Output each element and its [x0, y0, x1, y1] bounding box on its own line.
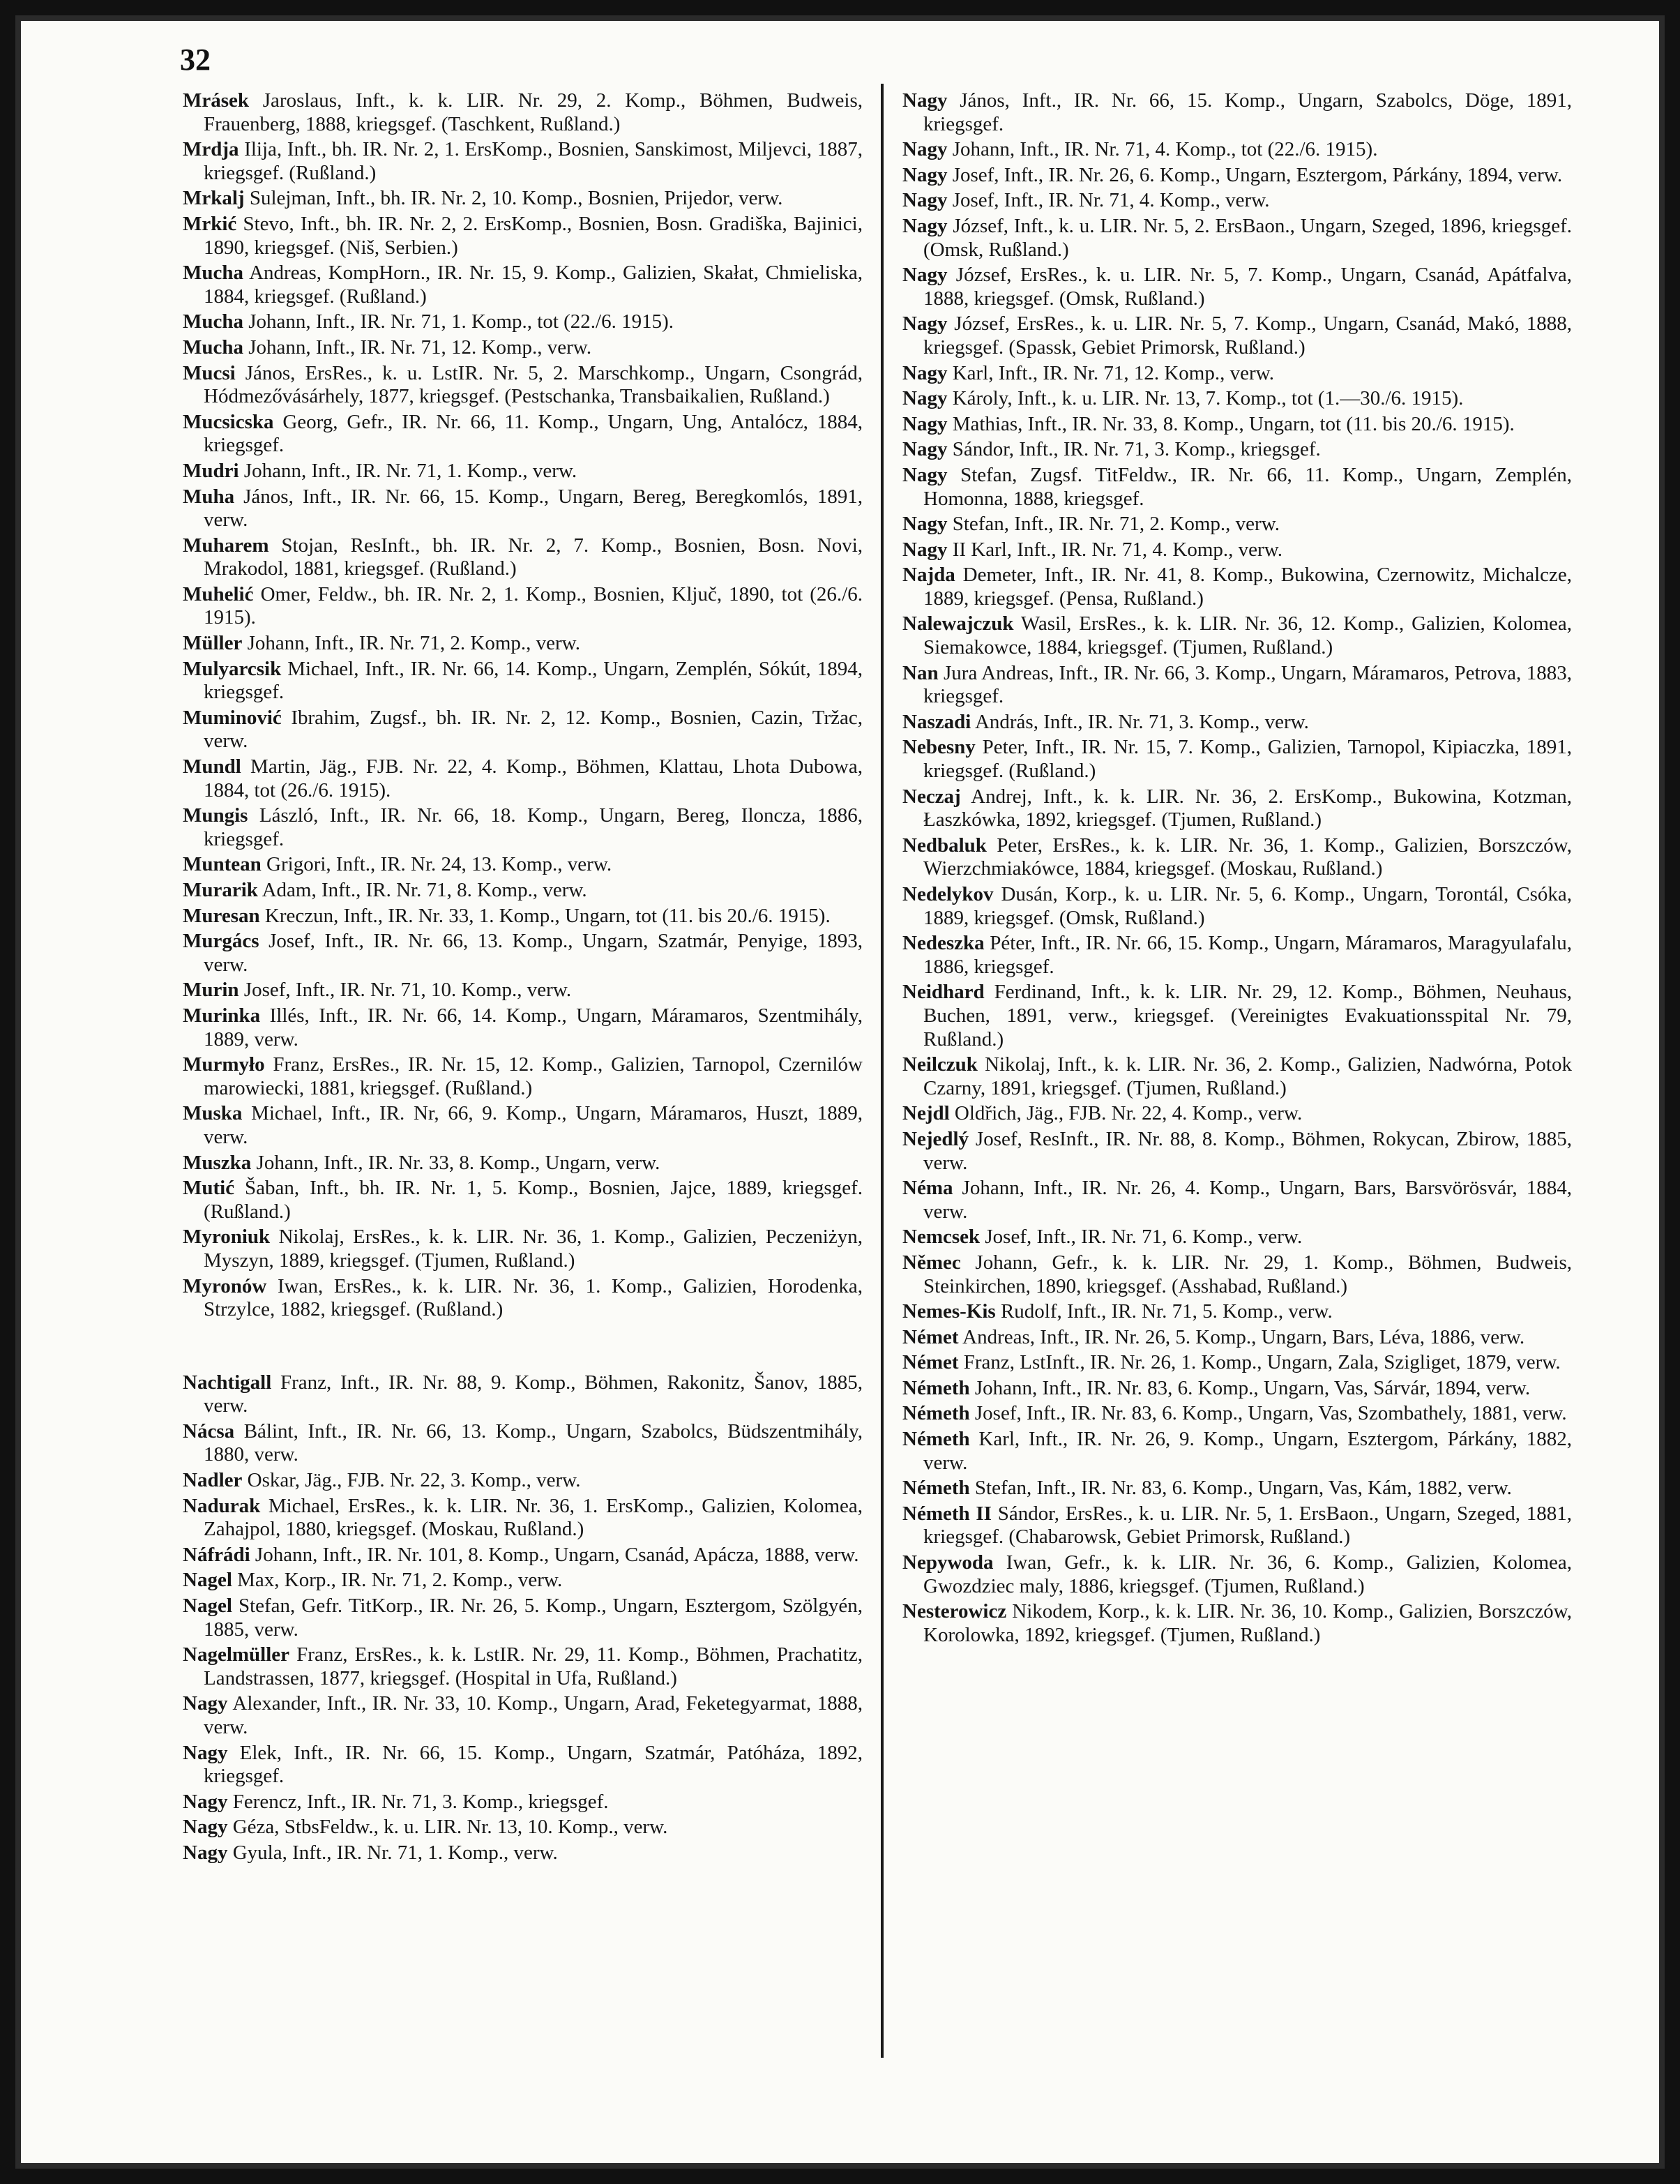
entry-surname: Nagy: [902, 163, 948, 186]
entry-surname: Muminović: [183, 706, 282, 729]
page-number: 32: [180, 43, 211, 77]
entry-surname: Mudri: [183, 459, 239, 482]
entry-surname: Nadurak: [183, 1494, 261, 1517]
entry-details: Stevo, Inft., bh. IR. Nr. 2, 2. ErsKomp., Bosnien, Bosn. Gradiška, Bajinici, 1890, kriegsgef. (Niš, Serbien.): [204, 212, 863, 259]
list-entry: [902, 539, 1572, 562]
entry-details: Nikolaj, Inft., k. k. LIR. Nr. 36, 2. Komp., Galizien, Nadwórna, Potok Czarny, 1891, kriegsgef. (Tjumen, Rußland.): [923, 1053, 1572, 1099]
entry-details: Michael, ErsRes., k. k. LIR. Nr. 36, 1. ErsKomp., Galizien, Kolomea, Zahajpol, 1880, kriegsgef. (Moskau, Rußland.): [204, 1494, 863, 1541]
entry-surname: Nagy: [183, 1741, 228, 1764]
entry-details: Franz, ErsRes., IR. Nr. 15, 12. Komp., Galizien, Tarnopol, Czernilów marowiecki, 1881, kriegsgef. (Rußland.): [204, 1053, 863, 1099]
entry-surname: Murin: [183, 979, 239, 1002]
entry-surname: Németh: [902, 1402, 970, 1425]
entry-details: Peter, ErsRes., k. k. LIR. Nr. 36, 1. Komp., Galizien, Borszczów, Wierzchmiakówce, 1884, kriegsgef. (Moskau, Rußland.): [923, 834, 1572, 880]
list-entry: [902, 1351, 1572, 1375]
entry-details: Dusán, Korp., k. u. LIR. Nr. 5, 6. Komp., Ungarn, Torontál, Csóka, 1889, kriegsgef. (Omsk, Rußland.): [923, 883, 1572, 929]
list-entry: [183, 1177, 863, 1223]
entry-surname: Németh II: [902, 1502, 992, 1525]
entry-details: Andreas, Inft., IR. Nr. 26, 5. Komp., Ungarn, Bars, Léva, 1886, verw.: [958, 1325, 1525, 1348]
entry-surname: Najda: [902, 564, 955, 587]
entry-surname: Nagel: [183, 1569, 232, 1592]
entry-surname: Nadler: [183, 1469, 243, 1492]
entry-details: Andreas, KompHorn., IR. Nr. 15, 9. Komp., Galizien, Skałat, Chmieliska, 1884, kriegsgef. (Rußland.): [204, 262, 863, 308]
list-entry: [183, 1495, 863, 1542]
entry-surname: Naszadi: [902, 710, 971, 733]
entry-surname: Nachtigall: [183, 1371, 272, 1394]
list-entry: [902, 711, 1572, 735]
list-entry: [902, 1600, 1572, 1647]
entry-surname: Muntean: [183, 853, 262, 876]
entry-surname: Nan: [902, 661, 939, 684]
list-entry: [183, 1842, 863, 1865]
entry-surname: Muha: [183, 485, 235, 508]
entry-details: Oldřich, Jäg., FJB. Nr. 22, 4. Komp., verw.: [949, 1102, 1303, 1125]
list-entry: [902, 264, 1572, 310]
list-entry: [183, 1152, 863, 1175]
entry-surname: Nepywoda: [902, 1551, 994, 1574]
entry-surname: Nebesny: [902, 736, 976, 759]
entry-surname: Nagel: [183, 1595, 232, 1618]
list-entry: [183, 1420, 863, 1467]
entry-details: Karl, Inft., IR. Nr. 71, 12. Komp., verw.: [947, 361, 1274, 384]
entry-details: János, ErsRes., k. u. LstIR. Nr. 5, 2. Marschkomp., Ungarn, Csongrád, Hódmezővásárhely, 1877, kriegsgef. (Pestschanka, Transbaikalien, Rußland.): [204, 361, 863, 408]
list-entry: [183, 1053, 863, 1100]
entry-details: II Karl, Inft., IR. Nr. 71, 4. Komp., verw.: [947, 538, 1283, 561]
entry-details: Johann, Inft., IR. Nr. 33, 8. Komp., Ungarn, verw.: [251, 1151, 660, 1174]
list-entry: [902, 736, 1572, 783]
entry-surname: Nagy: [183, 1692, 228, 1715]
entry-details: Stojan, ResInft., bh. IR. Nr. 2, 7. Komp., Bosnien, Bosn. Novi, Mrakodol, 1881, kriegsgef. (Rußland.): [204, 534, 863, 580]
entry-details: Johann, Inft., IR. Nr. 71, 1. Komp., verw.: [239, 459, 577, 482]
entry-surname: Néma: [902, 1177, 953, 1200]
entry-details: László, Inft., IR. Nr. 66, 18. Komp., Ungarn, Bereg, Iloncza, 1886, kriegsgef.: [204, 804, 863, 850]
entry-details: Karl, Inft., IR. Nr. 26, 9. Komp., Ungarn, Esztergom, Párkány, 1882, verw.: [923, 1428, 1572, 1474]
list-entry: [902, 164, 1572, 188]
entry-surname: Murmyło: [183, 1053, 265, 1076]
list-entry: [902, 1128, 1572, 1175]
entry-details: Ferencz, Inft., IR. Nr. 71, 3. Komp., kriegsgef.: [227, 1790, 609, 1813]
entry-surname: Müller: [183, 632, 243, 655]
list-entry: [183, 1791, 863, 1814]
entry-details: Josef, Inft., IR. Nr. 83, 6. Komp., Ungarn, Vas, Szombathely, 1881, verw.: [969, 1402, 1567, 1425]
list-entry: [183, 1004, 863, 1051]
entry-details: Josef, Inft., IR. Nr. 71, 4. Komp., verw.: [947, 189, 1270, 212]
entry-details: Nikodem, Korp., k. k. LIR. Nr. 36, 10. Komp., Galizien, Borszczów, Korolowka, 1892, kriegsgef. (Tjumen, Rußland.): [923, 1600, 1572, 1646]
entry-surname: Neilczuk: [902, 1053, 978, 1076]
list-entry: [902, 189, 1572, 213]
list-entry: [183, 1595, 863, 1641]
entry-surname: Mucsicska: [183, 410, 274, 433]
list-entry: [183, 336, 863, 360]
entry-surname: Német: [902, 1325, 959, 1348]
entry-surname: Mucsi: [183, 361, 236, 384]
list-entry: [183, 1692, 863, 1739]
entry-surname: Nejedlý: [902, 1127, 969, 1150]
list-entry: [183, 1742, 863, 1788]
entry-surname: Murarik: [183, 879, 258, 901]
list-entry: [183, 658, 863, 705]
entry-details: Johann, Inft., IR. Nr. 71, 1. Komp., tot (22./6. 1915).: [243, 310, 674, 333]
entry-surname: Nagy: [902, 138, 948, 161]
entry-surname: Mulyarcsik: [183, 657, 282, 680]
list-entry: [183, 138, 863, 185]
list-entry: [183, 583, 863, 630]
entry-details: Jaroslaus, Inft., k. k. LIR. Nr. 29, 2. Komp., Böhmen, Budweis, Frauenberg, 1888, kriegsgef. (Taschkent, Rußland.): [204, 89, 863, 135]
list-entry: [183, 1371, 863, 1418]
entry-surname: Mrásek: [183, 89, 250, 112]
entry-details: János, Inft., IR. Nr. 66, 15. Komp., Ungarn, Bereg, Beregkomlós, 1891, verw.: [204, 485, 863, 532]
entry-details: Grigori, Inft., IR. Nr. 24, 13. Komp., verw.: [261, 853, 612, 876]
entry-surname: Nagy: [902, 214, 948, 237]
entry-surname: Muhelić: [183, 582, 254, 605]
entry-details: Iwan, ErsRes., k. k. LIR. Nr. 36, 1. Komp., Galizien, Horodenka, Strzylce, 1882, kriegsgef. (Rußland.): [204, 1274, 863, 1321]
entry-details: Max, Korp., IR. Nr. 71, 2. Komp., verw.: [232, 1569, 563, 1592]
entry-surname: Nejdl: [902, 1102, 950, 1125]
entry-details: Nikolaj, ErsRes., k. k. LIR. Nr. 36, 1. Komp., Galizien, Peczeniżyn, Myszyn, 1889, kriegsgef. (Tjumen, Rußland.): [204, 1226, 863, 1272]
entry-surname: Nagy: [902, 538, 948, 561]
column-divider: [881, 84, 884, 2058]
entry-details: József, Inft., k. u. LIR. Nr. 5, 2. ErsBaon., Ungarn, Szeged, 1896, kriegsgef. (Omsk, Rußland.): [923, 214, 1572, 261]
list-entry: [902, 1102, 1572, 1126]
list-entry: [183, 89, 863, 136]
entry-surname: Nemcsek: [902, 1226, 981, 1249]
list-entry: [902, 464, 1572, 511]
list-entry: [183, 310, 863, 334]
list-entry: [902, 1177, 1572, 1223]
entry-details: Stefan, Gefr. TitKorp., IR. Nr. 26, 5. Komp., Ungarn, Esztergom, Szölgyén, 1885, verw.: [204, 1595, 863, 1641]
list-entry: [183, 1102, 863, 1149]
left-column: [183, 89, 863, 1867]
list-entry: [902, 1377, 1572, 1401]
right-column: [902, 89, 1572, 1649]
entry-details: Bálint, Inft., IR. Nr. 66, 13. Komp., Ungarn, Szabolcs, Büdszentmihály, 1880, verw.: [204, 1419, 863, 1466]
list-entry: [183, 853, 863, 877]
list-entry: [183, 1816, 863, 1839]
entry-surname: Nagy: [902, 513, 948, 536]
entry-surname: Nagy: [902, 264, 948, 287]
entry-surname: Nagy: [902, 412, 948, 435]
entry-surname: Muszka: [183, 1151, 252, 1174]
entry-details: Oskar, Jäg., FJB. Nr. 22, 3. Komp., verw.: [242, 1469, 581, 1492]
list-entry: [902, 612, 1572, 659]
list-entry: [902, 215, 1572, 262]
entry-details: Kreczun, Inft., IR. Nr. 33, 1. Komp., Ungarn, tot (11. bis 20./6. 1915).: [259, 904, 831, 927]
entry-surname: Nagy: [183, 1816, 228, 1839]
list-entry: [902, 1477, 1572, 1500]
entry-details: Josef, Inft., IR. Nr. 71, 10. Komp., verw.: [239, 979, 572, 1002]
entry-details: Stefan, Inft., IR. Nr. 83, 6. Komp., Ungarn, Vas, Kám, 1882, verw.: [969, 1477, 1512, 1500]
list-entry: [183, 905, 863, 928]
list-entry: [902, 1251, 1572, 1298]
entry-details: Demeter, Inft., IR. Nr. 41, 8. Komp., Bukowina, Czernowitz, Michalcze, 1889, kriegsgef. (Pensa, Rußland.): [923, 564, 1572, 610]
list-entry: [183, 460, 863, 483]
entry-surname: Muharem: [183, 534, 269, 557]
entry-details: Stefan, Inft., IR. Nr. 71, 2. Komp., verw.: [947, 513, 1280, 536]
entry-surname: Myronów: [183, 1274, 267, 1297]
entry-details: Illés, Inft., IR. Nr. 66, 14. Komp., Ungarn, Máramaros, Szentmihály, 1889, verw.: [204, 1004, 863, 1050]
entry-details: Elek, Inft., IR. Nr. 66, 15. Komp., Ungarn, Szatmár, Patóháza, 1892, kriegsgef.: [204, 1741, 863, 1788]
entry-surname: Neidhard: [902, 981, 985, 1004]
list-entry: [902, 785, 1572, 832]
entry-surname: Nagy: [902, 189, 948, 212]
entry-surname: Mucha: [183, 336, 243, 359]
entry-surname: Nedbaluk: [902, 834, 987, 857]
entry-surname: Mungis: [183, 804, 248, 827]
list-entry: [902, 1300, 1572, 1324]
list-entry: [183, 1469, 863, 1493]
list-entry: [902, 1326, 1572, 1350]
entry-details: Omer, Feldw., bh. IR. Nr. 2, 1. Komp., Bosnien, Ključ, 1890, tot (26./6. 1915).: [204, 582, 863, 629]
entry-details: Géza, StbsFeldw., k. u. LIR. Nr. 13, 10. Komp., verw.: [227, 1816, 668, 1839]
entry-details: Johann, Inft., IR. Nr. 83, 6. Komp., Ungarn, Vas, Sárvár, 1894, verw.: [969, 1376, 1531, 1399]
entry-details: Alexander, Inft., IR. Nr. 33, 10. Komp., Ungarn, Arad, Feketegyarmat, 1888, verw.: [204, 1692, 863, 1738]
entry-details: Rudolf, Inft., IR. Nr. 71, 5. Komp., verw.: [995, 1300, 1333, 1323]
entry-details: János, Inft., IR. Nr. 66, 15. Komp., Ungarn, Szabolcs, Döge, 1891, kriegsgef.: [923, 89, 1572, 135]
list-entry: [902, 883, 1572, 930]
entry-details: József, ErsRes., k. u. LIR. Nr. 5, 7. Komp., Ungarn, Csanád, Apátfalva, 1888, kriegsgef. (Omsk, Rußland.): [923, 264, 1572, 310]
entry-surname: Nemes-Kis: [902, 1300, 996, 1323]
entry-surname: Nagelmüller: [183, 1643, 290, 1666]
list-entry: [183, 1275, 863, 1322]
list-entry: [902, 138, 1572, 162]
entry-details: Iwan, Gefr., k. k. LIR. Nr. 36, 6. Komp., Galizien, Kolomea, Gwozdziec maly, 1886, kriegsgef. (Tjumen, Rußland.): [923, 1551, 1572, 1597]
entry-details: Franz, Inft., IR. Nr. 88, 9. Komp., Böhmen, Rakonitz, Šanov, 1885, verw.: [204, 1371, 863, 1417]
list-entry: [902, 413, 1572, 437]
entry-surname: Náfrádi: [183, 1543, 250, 1566]
list-entry: [902, 1551, 1572, 1598]
list-entry: [183, 1226, 863, 1272]
list-entry: [183, 930, 863, 977]
section-gap: [183, 1324, 863, 1371]
entry-details: Michael, Inft., IR. Nr, 66, 9. Komp., Ungarn, Máramaros, Huszt, 1889, verw.: [204, 1102, 863, 1148]
list-entry: [902, 513, 1572, 536]
entry-details: Josef, Inft., IR. Nr. 26, 6. Komp., Ungarn, Esztergom, Párkány, 1894, verw.: [947, 163, 1563, 186]
entry-details: Károly, Inft., k. u. LIR. Nr. 13, 7. Komp., tot (1.—30./6. 1915).: [947, 387, 1464, 410]
entry-surname: Němec: [902, 1251, 961, 1274]
entry-surname: Nedelykov: [902, 883, 994, 905]
entry-surname: Németh: [902, 1428, 970, 1451]
list-entry: [902, 1226, 1572, 1249]
list-entry: [902, 1428, 1572, 1475]
entry-surname: Nagy: [902, 387, 948, 410]
entry-details: Šaban, Inft., bh. IR. Nr. 1, 5. Komp., Bosnien, Jajce, 1889, kriegsgef. (Rußland.): [204, 1177, 863, 1223]
list-entry: [183, 534, 863, 581]
entry-details: Josef, Inft., IR. Nr. 66, 13. Komp., Ungarn, Szatmár, Penyige, 1893, verw.: [204, 930, 863, 976]
entry-details: Johann, Inft., IR. Nr. 26, 4. Komp., Ungarn, Bars, Barsvörösvár, 1884, verw.: [923, 1177, 1572, 1223]
entry-surname: Németh: [902, 1376, 970, 1399]
list-entry: [902, 387, 1572, 411]
list-entry: [183, 879, 863, 903]
entry-details: Sulejman, Inft., bh. IR. Nr. 2, 10. Komp., Bosnien, Prijedor, verw.: [244, 187, 783, 210]
entry-details: Peter, Inft., IR. Nr. 15, 7. Komp., Galizien, Tarnopol, Kipiaczka, 1891, kriegsgef. (Rußland.): [923, 736, 1572, 783]
list-entry: [902, 564, 1572, 610]
entry-surname: Murgács: [183, 930, 259, 953]
entry-details: Josef, Inft., IR. Nr. 71, 6. Komp., verw.: [980, 1226, 1303, 1249]
list-entry: [183, 1544, 863, 1567]
entry-surname: Mrkić: [183, 212, 237, 235]
entry-details: Sándor, Inft., IR. Nr. 71, 3. Komp., kriegsgef.: [947, 438, 1321, 461]
entry-details: Stefan, Zugsf. TitFeldw., IR. Nr. 66, 11. Komp., Ungarn, Zemplén, Homonna, 1888, kriegsgef.: [923, 463, 1572, 510]
entry-surname: Mundl: [183, 755, 241, 778]
entry-details: Ferdinand, Inft., k. k. LIR. Nr. 29, 12. Komp., Böhmen, Neuhaus, Buchen, 1891, verw., kriegsgef. (Vereinigtes Evakuationsspital Nr. 79, Rußland.): [923, 981, 1572, 1050]
entry-surname: Muska: [183, 1102, 243, 1125]
entry-surname: Myroniuk: [183, 1226, 271, 1249]
list-entry: [902, 1503, 1572, 1549]
entry-surname: Neczaj: [902, 785, 961, 808]
entry-details: Andrej, Inft., k. k. LIR. Nr. 36, 2. ErsKomp., Bukowina, Kotzman, Łaszkówka, 1892, kriegsgef. (Tjumen, Rußland.): [923, 785, 1572, 831]
entry-surname: Nagy: [902, 463, 948, 486]
entry-surname: Német: [902, 1351, 959, 1374]
entry-surname: Nagy: [183, 1790, 228, 1813]
list-entry: [183, 187, 863, 211]
list-entry: [902, 312, 1572, 359]
entry-details: Gyula, Inft., IR. Nr. 71, 1. Komp., verw.: [227, 1841, 558, 1864]
list-entry: [183, 804, 863, 851]
list-entry: [183, 411, 863, 458]
entry-details: Wasil, ErsRes., k. k. LIR. Nr. 36, 12. Komp., Galizien, Kolomea, Siemakowce, 1884, kriegsgef. (Tjumen, Rußland.): [923, 612, 1572, 659]
entry-details: Ilija, Inft., bh. IR. Nr. 2, 1. ErsKomp., Bosnien, Sanskimost, Miljevci, 1887, kriegsgef. (Rußland.): [204, 138, 863, 184]
list-entry: [902, 362, 1572, 386]
entry-details: Péter, Inft., IR. Nr. 66, 15. Komp., Ungarn, Máramaros, Maragyulafalu, 1886, kriegsgef.: [923, 932, 1572, 978]
entry-surname: Németh: [902, 1477, 970, 1500]
list-entry: [183, 755, 863, 802]
list-entry: [902, 834, 1572, 881]
entry-details: József, ErsRes., k. u. LIR. Nr. 5, 7. Komp., Ungarn, Csanád, Makó, 1888, kriegsgef. (Spassk, Gebiet Primorsk, Rußland.): [923, 312, 1572, 359]
list-entry: [183, 979, 863, 1002]
entry-surname: Muresan: [183, 904, 260, 927]
entry-details: Georg, Gefr., IR. Nr. 66, 11. Komp., Ungarn, Ung, Antalócz, 1884, kriegsgef.: [204, 410, 863, 457]
entry-details: Ibrahim, Zugsf., bh. IR. Nr. 2, 12. Komp., Bosnien, Cazin, Tržac, verw.: [204, 706, 863, 753]
entry-surname: Nagy: [902, 361, 948, 384]
entry-details: Franz, ErsRes., k. k. LstIR. Nr. 29, 11. Komp., Böhmen, Prachatitz, Landstrassen, 1877, kriegsgef. (Hospital in Ufa, Rußland.): [204, 1643, 863, 1689]
entry-surname: Nagy: [902, 89, 948, 112]
list-entry: [183, 632, 863, 656]
entry-details: Johann, Inft., IR. Nr. 71, 4. Komp., tot (22./6. 1915).: [947, 138, 1378, 161]
list-entry: [902, 438, 1572, 462]
entry-surname: Nagy: [902, 312, 948, 336]
entry-details: András, Inft., IR. Nr. 71, 3. Komp., verw.: [971, 710, 1309, 733]
entry-surname: Nedeszka: [902, 932, 985, 955]
entry-surname: Mutić: [183, 1177, 235, 1200]
list-entry: [902, 662, 1572, 709]
entry-details: Sándor, ErsRes., k. u. LIR. Nr. 5, 1. ErsBaon., Ungarn, Szeged, 1881, kriegsgef. (Chabarowsk, Gebiet Primorsk, Rußland.): [923, 1502, 1572, 1549]
entry-details: Franz, LstInft., IR. Nr. 26, 1. Komp., Ungarn, Zala, Szigliget, 1879, verw.: [958, 1351, 1561, 1374]
entry-surname: Murinka: [183, 1004, 261, 1027]
entry-details: Johann, Inft., IR. Nr. 71, 2. Komp., verw.: [242, 632, 580, 655]
entry-details: Jura Andreas, Inft., IR. Nr. 66, 3. Komp., Ungarn, Máramaros, Petrova, 1883, kriegsgef.: [923, 661, 1572, 708]
entry-surname: Nesterowicz: [902, 1600, 1007, 1623]
entry-details: Adam, Inft., IR. Nr. 71, 8. Komp., verw.: [257, 879, 587, 901]
list-entry: [902, 89, 1572, 136]
entry-surname: Nagy: [183, 1841, 228, 1864]
list-entry: [183, 1643, 863, 1690]
entry-surname: Nácsa: [183, 1419, 235, 1443]
entry-details: Johann, Gefr., k. k. LIR. Nr. 29, 1. Komp., Böhmen, Budweis, Steinkirchen, 1890, kriegsgef. (Asshabad, Rußland.): [923, 1251, 1572, 1297]
entry-surname: Mucha: [183, 262, 243, 285]
entry-surname: Mucha: [183, 310, 243, 333]
list-entry: [902, 1053, 1572, 1100]
entry-details: Josef, ResInft., IR. Nr. 88, 8. Komp., Böhmen, Rokycan, Zbirow, 1885, verw.: [923, 1127, 1572, 1174]
entry-surname: Mrkalj: [183, 187, 245, 210]
entry-details: Mathias, Inft., IR. Nr. 33, 8. Komp., Ungarn, tot (11. bis 20./6. 1915).: [947, 412, 1515, 435]
list-entry: [183, 485, 863, 532]
list-entry: [183, 362, 863, 409]
list-entry: [183, 213, 863, 259]
entry-details: Johann, Inft., IR. Nr. 71, 12. Komp., verw.: [243, 336, 592, 359]
list-entry: [183, 262, 863, 308]
entry-details: Michael, Inft., IR. Nr. 66, 14. Komp., Ungarn, Zemplén, Sókút, 1894, kriegsgef.: [204, 657, 863, 704]
entry-surname: Mrdja: [183, 138, 239, 161]
entry-surname: Nalewajczuk: [902, 612, 1014, 635]
list-entry: [183, 1569, 863, 1592]
entry-details: Johann, Inft., IR. Nr. 101, 8. Komp., Ungarn, Csanád, Apácza, 1888, verw.: [250, 1543, 859, 1566]
list-entry: [183, 707, 863, 753]
entry-details: Martin, Jäg., FJB. Nr. 22, 4. Komp., Böhmen, Klattau, Lhota Dubowa, 1884, tot (26./6. 1915).: [204, 755, 863, 801]
list-entry: [902, 981, 1572, 1051]
entry-surname: Nagy: [902, 438, 948, 461]
list-entry: [902, 932, 1572, 979]
list-entry: [902, 1402, 1572, 1426]
